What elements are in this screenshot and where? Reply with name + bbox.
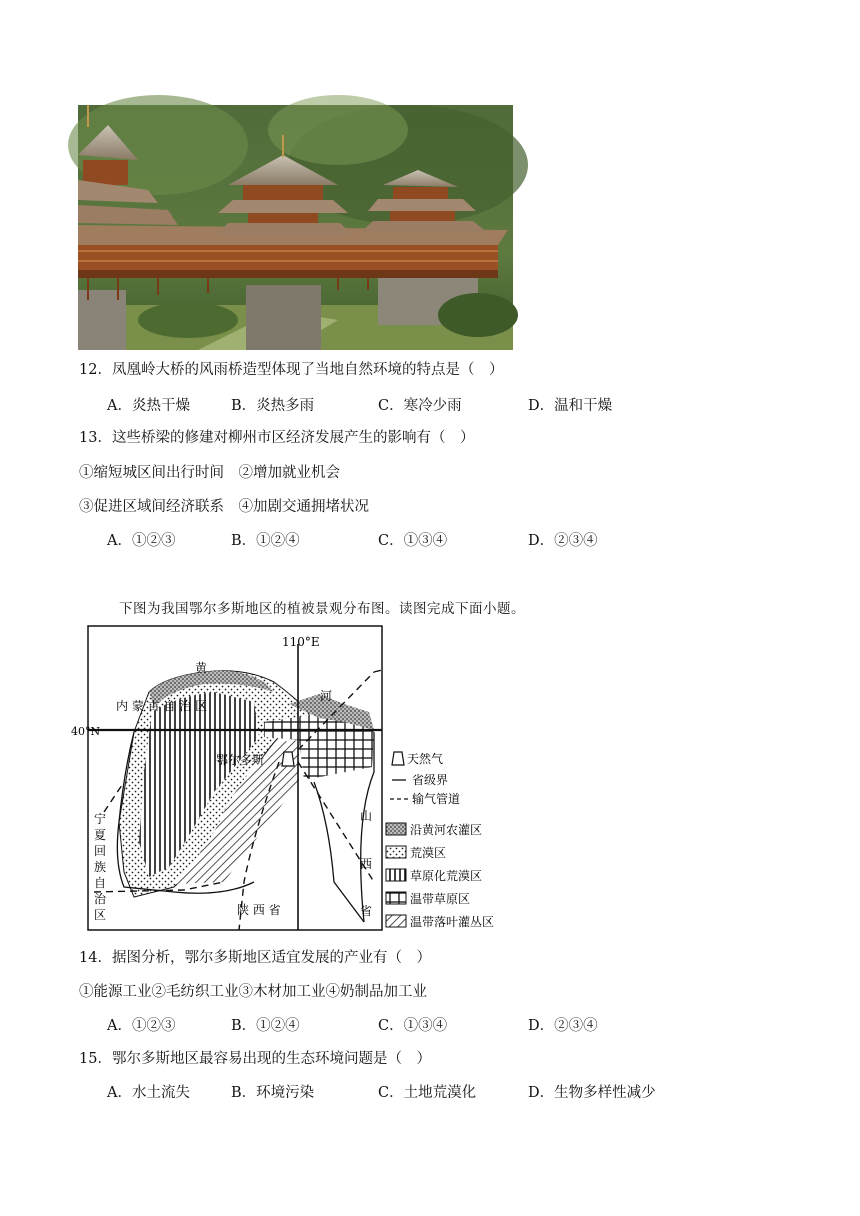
q15-option-a[interactable]: A．水土流失 bbox=[107, 1085, 190, 1101]
question-14: 14．据图分析，鄂尔多斯地区适宜发展的产业有（ ） bbox=[79, 950, 431, 966]
label-huang: 黄 bbox=[195, 661, 208, 675]
q12-option-c[interactable]: C．寒冷少雨 bbox=[378, 398, 462, 414]
legend-steppe-desert: 草原化荒漠区 bbox=[410, 869, 483, 883]
svg-text:夏: 夏 bbox=[94, 828, 107, 842]
svg-text:山: 山 bbox=[360, 809, 373, 823]
legend-desert: 荒漠区 bbox=[410, 846, 447, 860]
svg-text:省: 省 bbox=[360, 904, 373, 918]
label-ningxia bbox=[94, 812, 107, 922]
q14-option-a[interactable]: A．①②③ bbox=[107, 1018, 176, 1034]
svg-text:族: 族 bbox=[94, 860, 107, 874]
question-13: 13．这些桥梁的修建对柳州市区经济发展产生的影响有（ ） bbox=[79, 430, 475, 446]
q12-option-a[interactable]: A．炎热干燥 bbox=[107, 398, 190, 414]
q13-option-a[interactable]: A．①②③ bbox=[107, 533, 176, 549]
label-he: 河 bbox=[320, 689, 333, 703]
svg-text:治: 治 bbox=[94, 892, 107, 906]
svg-text:回: 回 bbox=[94, 844, 107, 858]
q13-statement-line1: ①缩短城区间出行时间 ②增加就业机会 bbox=[79, 465, 340, 481]
map-intro: 下图为我国鄂尔多斯地区的植被景观分布图。读图完成下面小题。 bbox=[119, 601, 525, 617]
q14-option-b[interactable]: B．①②④ bbox=[231, 1018, 300, 1034]
question-15: 15．鄂尔多斯地区最容易出现的生态环境问题是（ ） bbox=[79, 1051, 431, 1067]
q13-option-d[interactable]: D．②③④ bbox=[528, 533, 598, 549]
legend-gas: 天然气 bbox=[407, 752, 444, 766]
meridian-label: 110°E bbox=[282, 635, 320, 649]
q15-option-b[interactable]: B．环境污染 bbox=[231, 1085, 315, 1101]
q14-option-c[interactable]: C．①③④ bbox=[378, 1018, 448, 1034]
ordos-vegetation-map bbox=[71, 622, 514, 934]
q13-statement-line2: ③促进区域间经济联系 ④加剧交通拥堵状况 bbox=[79, 499, 369, 515]
legend-pipeline: 输气管道 bbox=[412, 792, 461, 806]
legend-irrigation: 沿黄河农灌区 bbox=[410, 823, 483, 837]
question-12: 12．凤凰岭大桥的风雨桥造型体现了当地自然环境的特点是（ ） bbox=[79, 362, 504, 378]
q15-option-d[interactable]: D．生物多样性减少 bbox=[528, 1085, 656, 1101]
label-ordos: 鄂尔多斯 bbox=[216, 753, 265, 767]
q12-option-d[interactable]: D．温和干燥 bbox=[528, 398, 613, 414]
svg-text:区: 区 bbox=[94, 908, 107, 922]
legend-gas-icon bbox=[392, 752, 404, 765]
svg-text:宁: 宁 bbox=[94, 812, 107, 826]
map-legend bbox=[386, 751, 494, 929]
q14-option-d[interactable]: D．②③④ bbox=[528, 1018, 598, 1034]
q13-option-c[interactable]: C．①③④ bbox=[378, 533, 448, 549]
parallel-label: 40°N bbox=[71, 725, 101, 738]
legend-steppe: 温带草原区 bbox=[410, 892, 471, 906]
legend-border: 省级界 bbox=[412, 773, 449, 787]
gas-field-icon bbox=[282, 752, 294, 766]
svg-text:西: 西 bbox=[360, 857, 373, 871]
q12-option-b[interactable]: B．炎热多雨 bbox=[231, 398, 315, 414]
q15-option-c[interactable]: C．土地荒漠化 bbox=[378, 1085, 477, 1101]
q14-statement-line1: ①能源工业②毛纺织工业③木材加工业④奶制品加工业 bbox=[79, 984, 427, 1000]
label-neimeng: 内 蒙 古 自 治 区 bbox=[116, 699, 208, 713]
legend-shrub: 温带落叶灌丛区 bbox=[410, 915, 495, 929]
svg-text:自: 自 bbox=[94, 876, 107, 890]
label-shaanxi: 陕 西 省 bbox=[237, 903, 281, 917]
q13-option-b[interactable]: B．①②④ bbox=[231, 533, 300, 549]
bridge-photo bbox=[78, 105, 513, 350]
